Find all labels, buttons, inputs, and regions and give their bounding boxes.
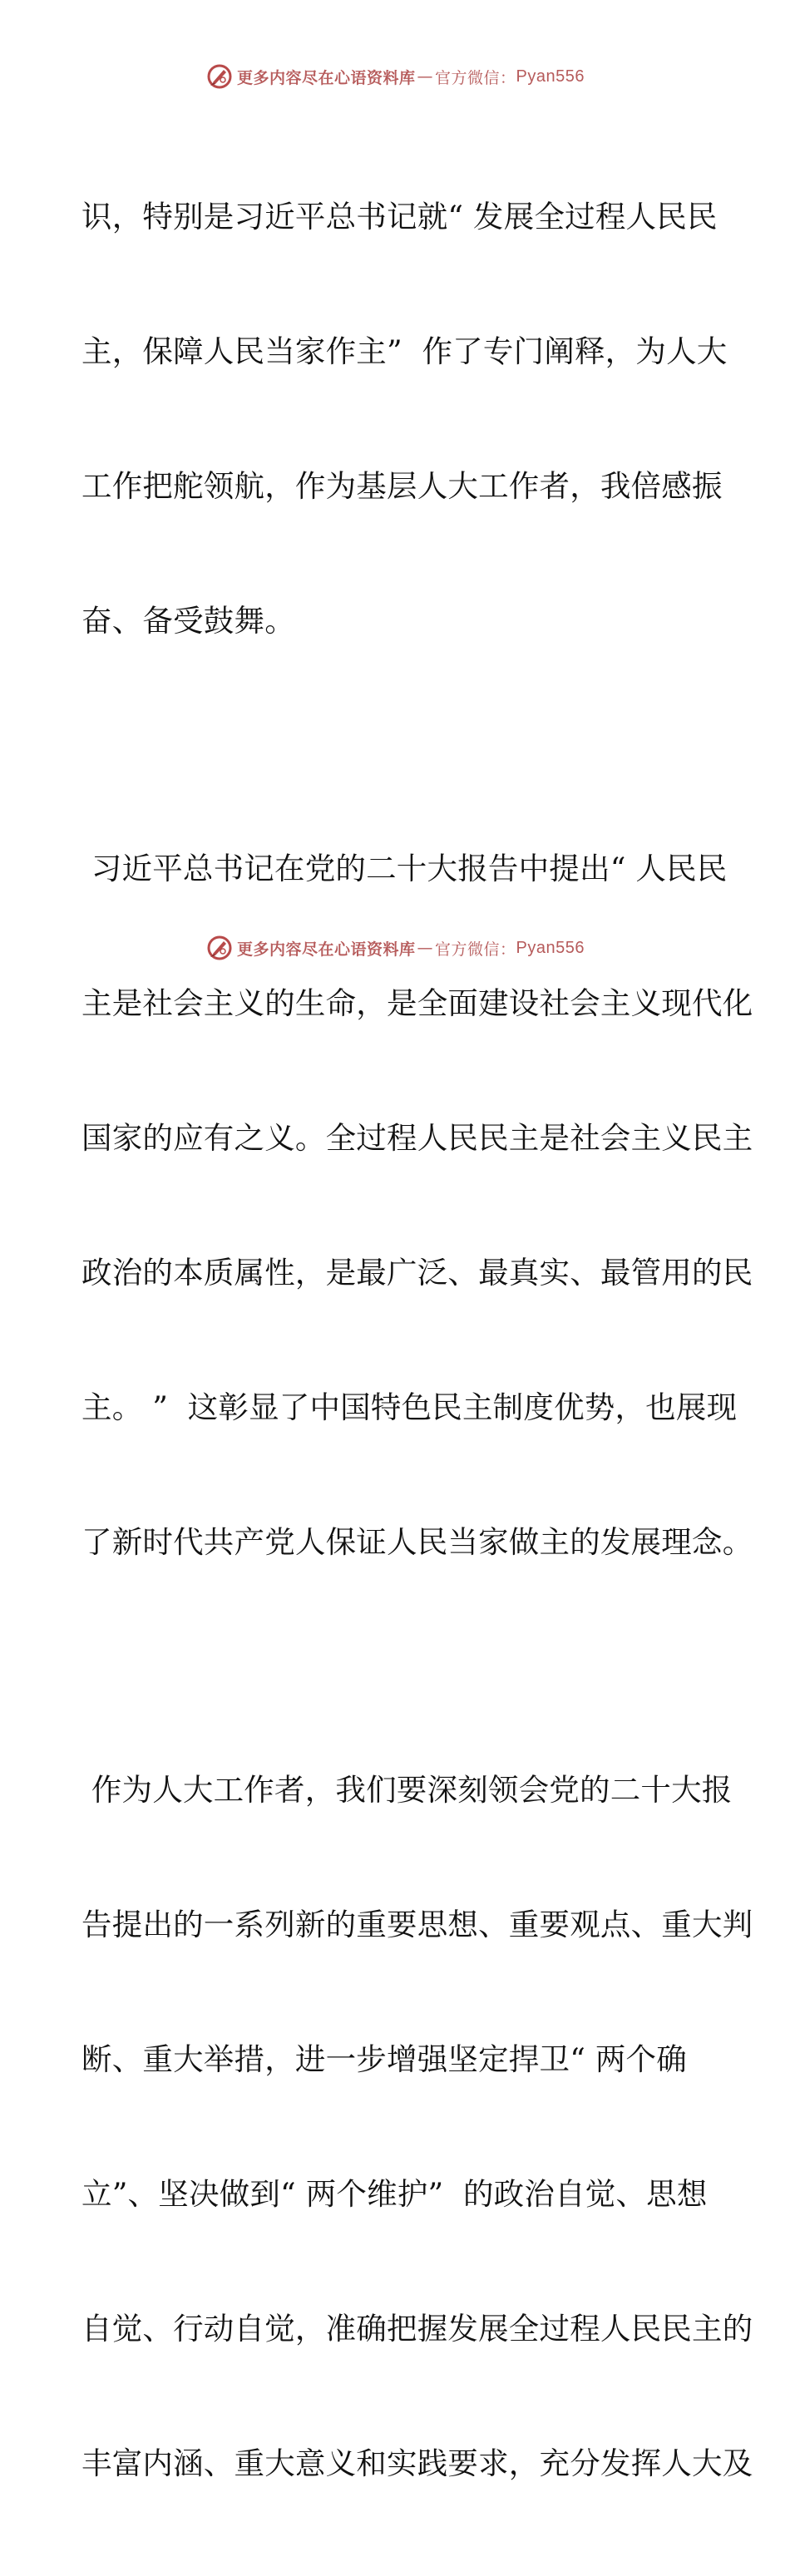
brand-text: 更多内容尽在心语资料库 [237,68,416,87]
brand-text: 更多内容尽在心语资料库 [237,940,416,959]
text-line: 主。 ” 这彰显了中国特色民主制度优势，也展现 [81,1389,738,1425]
wechat-id: Pyan556 [516,67,585,86]
text-line: 主是社会主义的生命，是全面建设社会主义现代化 [81,985,753,1021]
brand-separator: — [417,939,434,957]
paragraph-2 [81,757,753,1655]
text-line: 工作把舵领航，作为基层人大工作者，我倍感振 [81,468,723,504]
document-body [81,105,753,2576]
text-line: 自觉、行动自觉，准确把握发展全过程人民民主的 [81,2311,753,2347]
text-line: 奋、备受鼓舞。 [81,603,295,639]
text-line: 习近平总书记在党的二十大报告中提出“ 人民民 [81,851,728,886]
text-line: 了新时代共产党人保证人民当家做主的发展理念。 [81,1524,753,1560]
text-line: 丰富内涵、重大意义和实践要求，充分发挥人大及 [81,2445,753,2481]
brand-separator: — [417,67,434,86]
footer-brand [0,931,790,965]
text-line: 立”、坚决做到“ 两个维护” 的政治自觉、思想 [81,2176,708,2212]
text-line: 作为人大工作者，我们要深刻领会党的二十大报 [81,1772,733,1808]
text-line: 识，特别是习近平总书记就“ 发展全过程人民民 [81,199,718,234]
brand-logo-icon [205,62,234,91]
text-line: 主，保障人民当家作主” 作了专门阐释，为人大 [81,333,728,369]
header-brand [0,60,790,93]
text-line: 政治的本质属性，是最广泛、最真实、最管用的民 [81,1255,753,1290]
text-line: 断、重大举措，进一步增强坚定捍卫“ 两个确 [81,2041,687,2077]
wechat-label: 官方微信： [435,940,516,959]
wechat-label: 官方微信： [435,68,516,87]
wechat-id: Pyan556 [516,938,585,957]
text-line: 告提出的一系列新的重要思想、重要观点、重大判 [81,1907,753,1942]
text-line: 国家的应有之义。全过程人民民主是社会主义民主 [81,1120,753,1156]
paragraph-3 [81,1678,753,2576]
paragraph-1 [81,105,728,733]
brand-logo-icon [205,934,234,962]
